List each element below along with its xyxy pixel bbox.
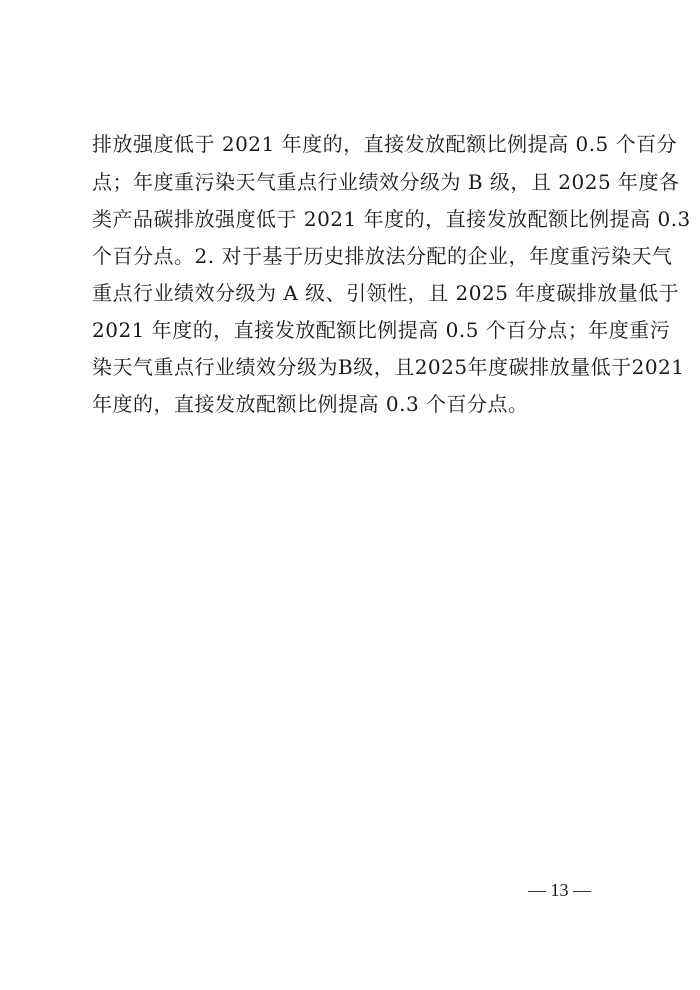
page-number: — 13 — bbox=[528, 880, 591, 900]
body-text-line: 个百分点。2. 对于基于历史排放法分配的企业，年度重污染天气 bbox=[92, 244, 673, 268]
body-text-line: 点；年度重污染天气重点行业绩效分级为 B 级，且 2025 年度各 bbox=[92, 170, 680, 194]
body-text-line: 类产品碳排放强度低于 2021 年度的，直接发放配额比例提高 0.3 bbox=[92, 207, 691, 231]
body-text-line: 染天气重点行业绩效分级为B级，且2025年度碳排放量低于2021 bbox=[92, 355, 685, 379]
body-text-line: 排放强度低于 2021 年度的，直接发放配额比例提高 0.5 个百分 bbox=[92, 132, 678, 156]
body-text-line: 重点行业绩效分级为 A 级、引领性，且 2025 年度碳排放量低于 bbox=[92, 281, 680, 305]
body-text-line: 2021 年度的，直接发放配额比例提高 0.5 个百分点；年度重污 bbox=[92, 318, 671, 342]
body-text-line: 年度的，直接发放配额比例提高 0.3 个百分点。 bbox=[92, 392, 529, 416]
